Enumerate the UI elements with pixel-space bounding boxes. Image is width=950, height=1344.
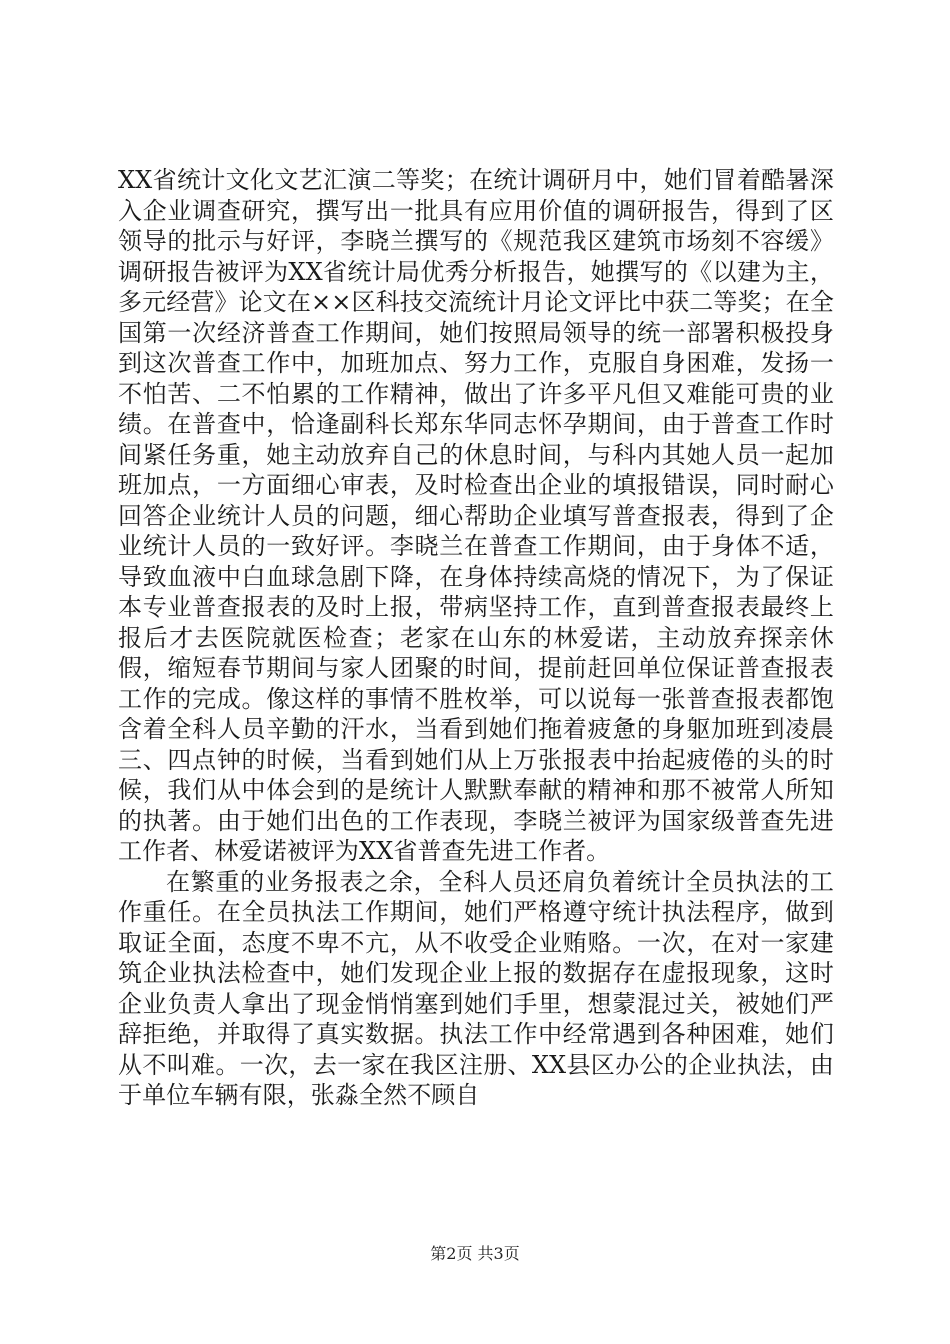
page-footer xyxy=(0,1244,950,1264)
paragraph-1: XX省统计文化文艺汇演二等奖；在统计调研月中，她们冒着酷暑深入企业调查研究，撰写出一批具有应用价值的调研报告，得到了区领导的批示与好评，李晓兰撰写的《规范我区建筑市场刻不容缓》调研报告被评为XX省统计局优秀分析报告，她撰写的《以建为主，多元经营》论文在××区科技交流统计月论文评比中获二等奖；在全国第一次经济普查工作期间，她们按照局领导的统一部署积极投身到这次普查工作中，加班加点、努力工作，克服自身困难，发扬一不怕苦、二不怕累的工作精神，做出了许多平凡但又难能可贵的业绩。在普查中，恰逢副科长郑东华同志怀孕期间，由于普查工作时间紧任务重，她主动放弃自己的休息时间，与科内其她人员一起加班加点，一方面细心审表，及时检查出企业的填报错误，同时耐心回答企业统计人员的问题，细心帮助企业填写普查报表，得到了企业统计人员的一致好评。李晓兰在普查工作期间，由于身体不适，导致血液中白血球急剧下降，在身体持续高烧的情况下，为了保证本专业普查报表的及时上报，带病坚持工作，直到普查报表最终上报后才去医院就医检查；老家在山东的林爱诺，主动放弃探亲休假，缩短春节期间与家人团聚的时间，提前赶回单位保证普查报表工作的完成。像这样的事情不胜枚举，可以说每一张普查报表都饱含着全科人员辛勤的汗水，当看到她们拖着疲惫的身躯加班到凌晨三、四点钟的时候，当看到她们从上万张报表中抬起疲倦的头的时候，我们从中体会到的是统计人默默奉献的精神和那不被常人所知的执著。由于她们出色的工作表现，李晓兰被评为国家级普查先进工作者、林爱诺被评为XX省普查先进工作者。 xyxy=(118,166,834,865)
document-body xyxy=(118,165,834,1111)
paragraph-2: 在繁重的业务报表之余，全科人员还肩负着统计全员执法的工作重任。在全员执法工作期间，她们严格遵守统计执法程序，做到取证全面，态度不卑不亢，从不收受企业贿赂。一次，在对一家建筑企业执法检查中，她们发现企业上报的数据存在虚报现象，这时企业负责人拿出了现金悄悄塞到她们手里，想蒙混过关，被她们严辞拒绝，并取得了真实数据。执法工作中经常遇到各种困难，她们从不叫难。一次，去一家在我区注册、XX县区办公的企业执法，由于单位车辆有限，张淼全然不顾自 xyxy=(118,867,834,1109)
page-number-label: 第2页 共3页 xyxy=(430,1244,520,1263)
